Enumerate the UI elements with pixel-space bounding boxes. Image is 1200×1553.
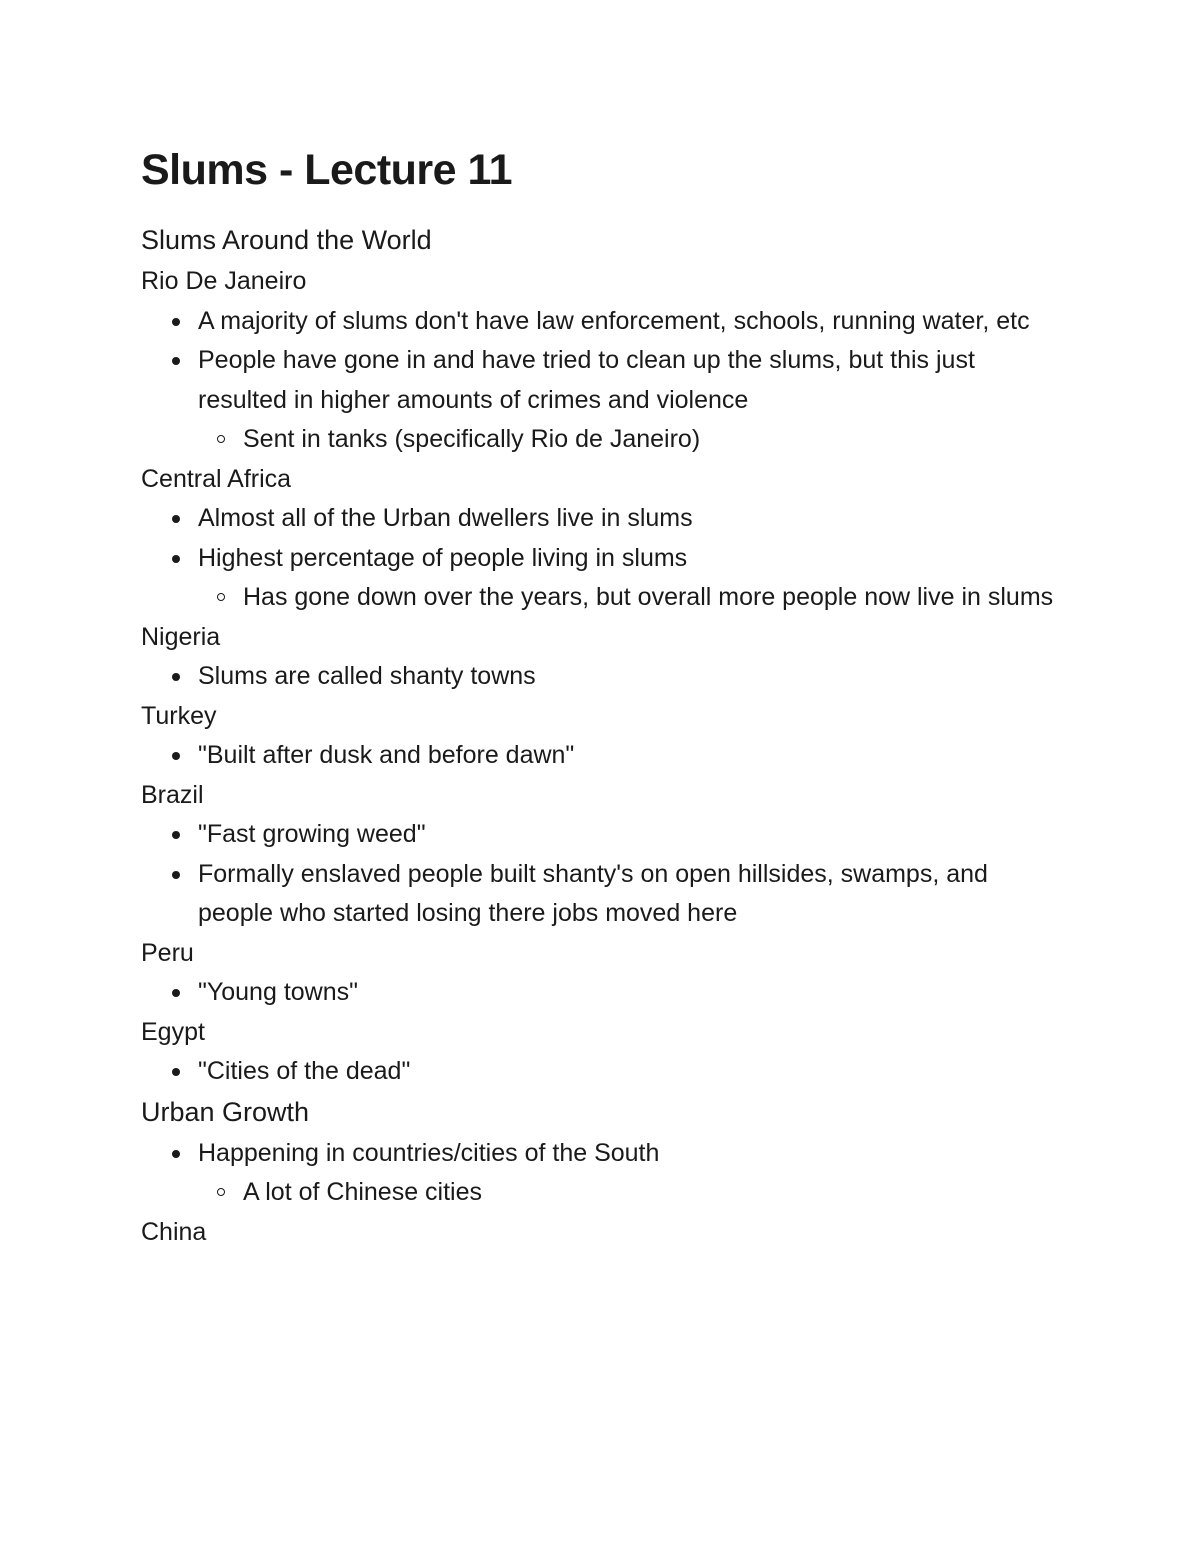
subheading-rio-de-janeiro: Rio De Janeiro [141, 267, 307, 295]
bullet-list-urban-growth [141, 1134, 1061, 1213]
subheading-nigeria: Nigeria [141, 622, 221, 651]
sub-bullet-list-rio [186, 420, 1061, 460]
list-item-text: Happening in countries/cities of the South [198, 1138, 660, 1167]
section-heading-slums-around-world: Slums Around the World [141, 225, 432, 255]
subheading-peru: Peru [141, 938, 194, 967]
bullet-list-rio [141, 302, 1061, 460]
bullet-list-peru [141, 973, 1061, 1013]
sub-bullet-list-urban-growth [186, 1173, 1061, 1213]
list-item: Has gone down over the years, but overall more people now live in slums [186, 578, 1061, 618]
list-item-text: People have gone in and have tried to clean up the slums, but this just resulted in higher amounts of crimes and violence [198, 346, 975, 414]
subheading-china: China [141, 1217, 207, 1246]
subheading-egypt: Egypt [141, 1017, 205, 1046]
list-item: A majority of slums don't have law enforcement, schools, running water, etc [141, 302, 1061, 342]
list-item: "Built after dusk and before dawn" [141, 736, 1061, 776]
list-item: Almost all of the Urban dwellers live in slums [141, 499, 1061, 539]
subheading-brazil: Brazil [141, 780, 204, 809]
document-title: Slums - Lecture 11 [141, 146, 512, 194]
list-item: "Cities of the dead" [141, 1052, 1061, 1092]
sub-bullet-list-central-africa [186, 578, 1061, 618]
bullet-list-egypt [141, 1052, 1061, 1092]
subheading-turkey: Turkey [141, 701, 217, 730]
list-item: "Fast growing weed" [141, 815, 1061, 855]
list-item: A lot of Chinese cities [186, 1173, 1061, 1213]
bullet-list-central-africa [141, 499, 1061, 618]
bullet-list-nigeria [141, 657, 1061, 697]
list-item: Sent in tanks (specifically Rio de Janeiro) [186, 420, 1061, 460]
list-item: "Young towns" [141, 973, 1061, 1013]
subheading-central-africa: Central Africa [141, 464, 292, 493]
list-item [141, 1134, 1061, 1213]
list-item [141, 341, 1061, 460]
list-item-text: Highest percentage of people living in slums [198, 543, 688, 572]
section-heading-urban-growth: Urban Growth [141, 1096, 310, 1127]
list-item [141, 539, 1061, 618]
bullet-list-turkey [141, 736, 1061, 776]
bullet-list-brazil [141, 815, 1061, 934]
list-item: Formally enslaved people built shanty's on open hillsides, swamps, and people who started losing there jobs moved here [141, 855, 1061, 934]
document-page [141, 140, 1061, 1252]
list-item: Slums are called shanty towns [141, 657, 1061, 697]
